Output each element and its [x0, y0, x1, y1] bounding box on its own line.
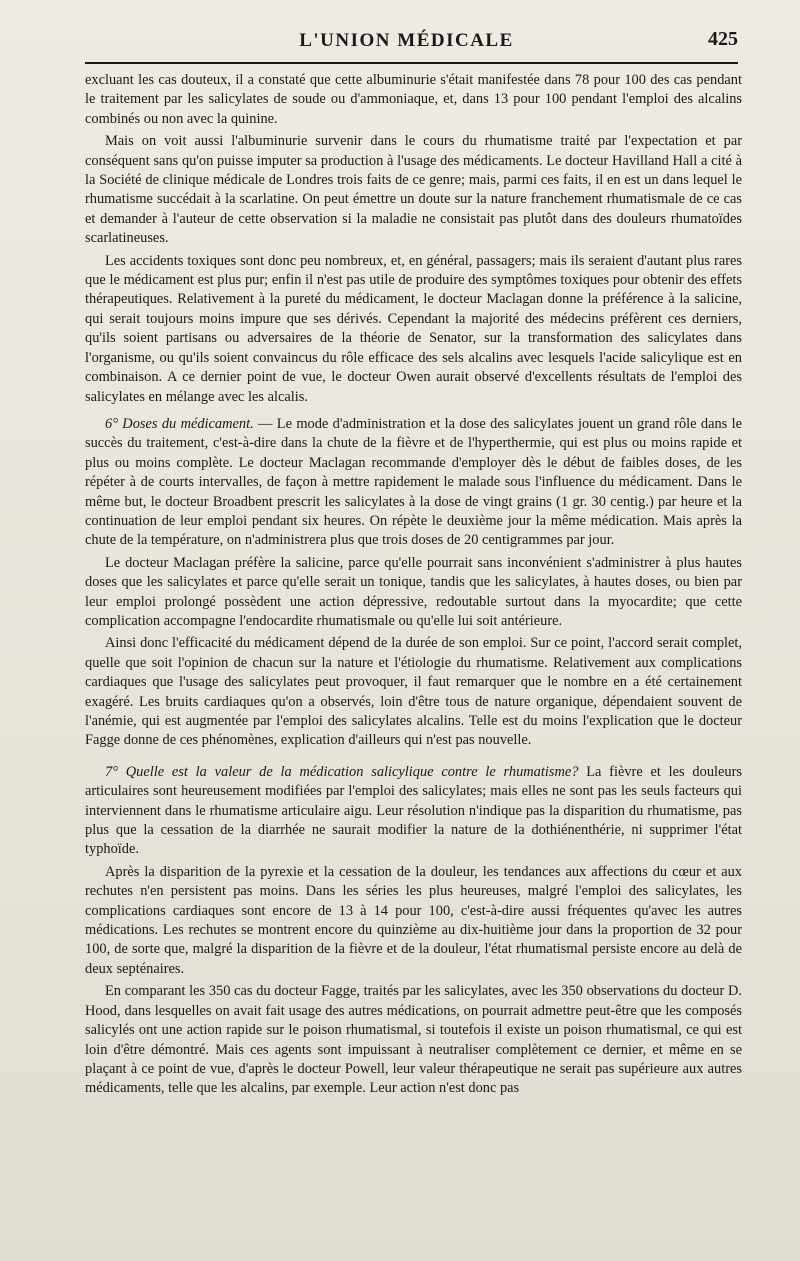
section-6-text: — Le mode d'administration et la dose des salicylates jouent un grand rôle dans le succès du traitement, c'est-à-dire dans la chute de la fièvre et de l'hyperthermie, qui est plus ou moins rapide et plus ou moins complète. Le docteur Maclagan recommande d'employer dès le début de faibles doses, de les répéter à de courts intervalles, de façon à mettre rapidement le malade sous l'influence du médicament. Dans le même but, le docteur Broadbent prescrit les salicylates à la dose de vingt grains (1 gr. 30 centig.) par heure et la continuation de leur emploi pendant six heures. On répète le deuxième jour la même médication. Mais après la chute de la température, on n'administrera plus que trois doses de 20 centigrammes par jour.	[85, 415, 742, 549]
paragraph-9: En comparant les 350 cas du docteur Fagge, traités par les salicylates, avec les 350 observations du docteur D. Hood, dans lesquelles on avait fait usage des autres médications, on pourrait admettre peut-être que les composés salicylés ont une action rapide sur le poison rhumatismal, si toutefois il existe un poison rhumatismal, ce qui est loin d'être démontré. Mais ces agents sont impuissant à neutraliser complètement ce dernier, et même en se plaçant à ce point de vue, d'après le docteur Powell, leur valeur thérapeutique ne serait pas supérieure aux autres médicaments, telle que les alcalins, par exemple. Leur action n'est donc pas	[85, 983, 742, 1097]
paragraph-8: Après la disparition de la pyrexie et la cessation de la douleur, les tendances aux affections du cœur et aux rechutes n'en persistent pas moins. Dans les séries les plus heureuses, malgré l'emploi des salicylates, les complications cardiaques sont encore de 13 à 14 pour 100, c'est-à-dire aussi fréquentes qu'avec les autres médications. Les rechutes se montrent encore du quinzième au dix-huitième jour dans la proportion de 32 pour 100, de sorte que, malgré la disparition de la fièvre et de la douleur, l'état rhumatismal persiste encore au delà de deux septénaires.	[85, 863, 742, 977]
paragraph-1: excluant les cas douteux, il a constaté que cette albuminurie s'était manifestée dans 78 pour 100 des cas pendant le traitement par les salicylates de soude ou d'ammoniaque, et, dans 13 pour 100 pendant l'emploi des alcalins combinés ou non avec la quinine.	[85, 72, 742, 127]
paragraph-2: Mais on voit aussi l'albuminurie survenir dans le cours du rhumatisme traité par l'expectation et par conséquent sans qu'on puisse imputer sa production à l'usage des médicaments. Le docteur Havilland Hall a cité à la Société de clinique médicale de Londres trois faits de ce genre; mais, parmi ces faits, il en est un dans lequel le rhumatisme succédait à la scarlatine. On peut émettre un doute sur la nature franchement rhumatismale de ce cas et demander à l'auteur de cette observation si la maladie ne consistait pas plutôt dans des douleurs rhumatoïdes scarlatineuses.	[85, 133, 742, 247]
running-title: L'UNION MÉDICALE	[299, 30, 514, 51]
paragraph-7-valeur	[85, 763, 742, 860]
article-body	[85, 71, 742, 1102]
section-7-text: La fièvre et les douleurs articulaires sont heureusement modifiées par l'emploi des salicylates; mais elles ne sont pas les seuls facteurs qui interviennent dans le rhumatisme articulaire aigu. Leur résolution n'indique pas la disparition du rhumatisme, pas plus que la cessation de la diarrhée ne saurait modifier la nature de la dothiénenthérie, ni supprimer l'état typhoïde.	[85, 763, 742, 858]
header-rule	[85, 62, 738, 64]
section-6-heading: 6° Doses du médicament.	[105, 415, 254, 432]
page-number: 425	[708, 28, 738, 50]
paragraph-3: Les accidents toxiques sont donc peu nombreux, et, en général, passagers; mais ils seraient d'autant plus rares que le médicament est plus pur; enfin il n'est pas utile de produire des symptômes toxiques pour obtenir des effets thérapeutiques. Relativement à la pureté du médicament, le docteur Maclagan donne la préférence à la salicine, qui serait toujours moins impure que ses dérivés. Cependant la majorité des médecins préfèrent ces derniers, qu'ils soient partisans ou adversaires de la théorie de Senator, sur la transformation des salicylates dans l'organisme, ou qu'ils soient convaincus du rôle efficace des sels alcalins avec lesquels l'acide salicylique est en combinaison. A ce dernier point de vue, le docteur Owen aurait observé d'excellents résultats de l'emploi des salicylates en mélange avec les alcalis.	[85, 252, 742, 405]
paragraph-6-doses	[85, 415, 742, 551]
section-7-heading: 7° Quelle est la valeur de la médication salicylique contre le rhumatisme?	[105, 763, 579, 780]
paragraph-5: Le docteur Maclagan préfère la salicine, parce qu'elle pourrait sans inconvénient s'administrer à plus hautes doses que les salicylates et parce qu'elle serait un tonique, tandis que les salicylates, à hautes doses, ou bien par leur emploi prolongé possèdent une action dépressive, redoutable surtout dans la myocardite; que cette complication accompagne l'endocardite rhumatismale ou qu'elle lui soit antérieure.	[85, 554, 742, 629]
running-head	[75, 26, 738, 62]
paragraph-6: Ainsi donc l'efficacité du médicament dépend de la durée de son emploi. Sur ce point, l'accord serait complet, quelle que soit l'opinion de chacun sur la nature et l'étiologie du rhumatisme. Relativement aux complications cardiaques que l'usage des salicylates peut provoquer, il faut remarquer que le nombre en a été certainement exagéré. Les bruits cardiaques qu'on a observés, loin d'être tous de nature organique, dépendaient souvent de l'anémie, qui est augmentée par l'emploi des salicylates alcalins. Telle est du moins l'explication que le docteur Fagge donne de ces phénomènes, explication d'ailleurs qui n'est pas nouvelle.	[85, 635, 742, 749]
